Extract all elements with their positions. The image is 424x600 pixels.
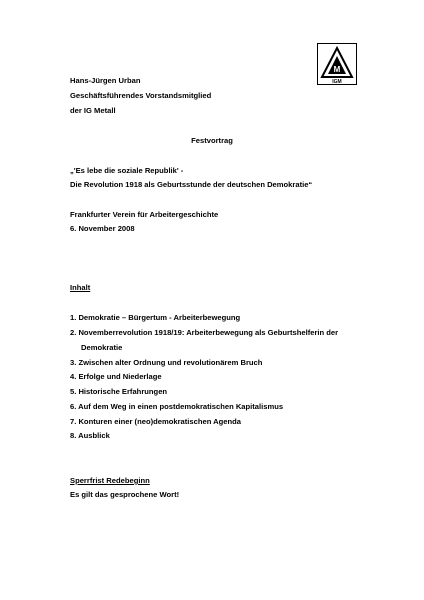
speaker-role: Geschäftsführendes Vorstandsmitglied	[70, 91, 212, 100]
speaker-org: der IG Metall	[70, 106, 116, 115]
contents-item: 8. Ausblick	[70, 431, 110, 440]
contents-heading: Inhalt	[70, 283, 91, 292]
title-line-2: Die Revolution 1918 als Geburtsstunde der deutschen Demokratie“	[70, 180, 313, 189]
contents-item: 2. Novemberrevolution 1918/19: Arbeiterbewegung als Geburtshelferin der	[70, 328, 339, 337]
contents-item-continuation: Demokratie	[81, 343, 123, 352]
embargo-note: Es gilt das gesprochene Wort!	[70, 490, 180, 499]
contents-item: 5. Historische Erfahrungen	[70, 387, 168, 396]
contents-item: 3. Zwischen alter Ordnung und revolutionärem Bruch	[70, 358, 263, 367]
embargo-heading: Sperrfrist Redebeginn	[70, 476, 150, 485]
contents-item: 4. Erfolge und Niederlage	[70, 372, 162, 381]
ig-metall-logo	[317, 43, 357, 85]
venue-name: Frankfurter Verein für Arbeitergeschichte	[70, 210, 219, 219]
venue-date: 6. November 2008	[70, 224, 135, 233]
event-type: Festvortrag	[191, 136, 233, 145]
svg-text:IGM: IGM	[332, 79, 342, 85]
svg-text:M: M	[333, 65, 341, 74]
contents-item: 6. Auf dem Weg in einen postdemokratischen Kapitalismus	[70, 402, 284, 411]
contents-item: 1. Demokratie – Bürgertum - Arbeiterbewegung	[70, 313, 241, 322]
title-line-1: „'Es lebe die soziale Republik' -	[70, 166, 184, 175]
contents-item: 7. Konturen einer (neo)demokratischen Agenda	[70, 417, 242, 426]
speaker-name: Hans-Jürgen Urban	[70, 76, 141, 85]
